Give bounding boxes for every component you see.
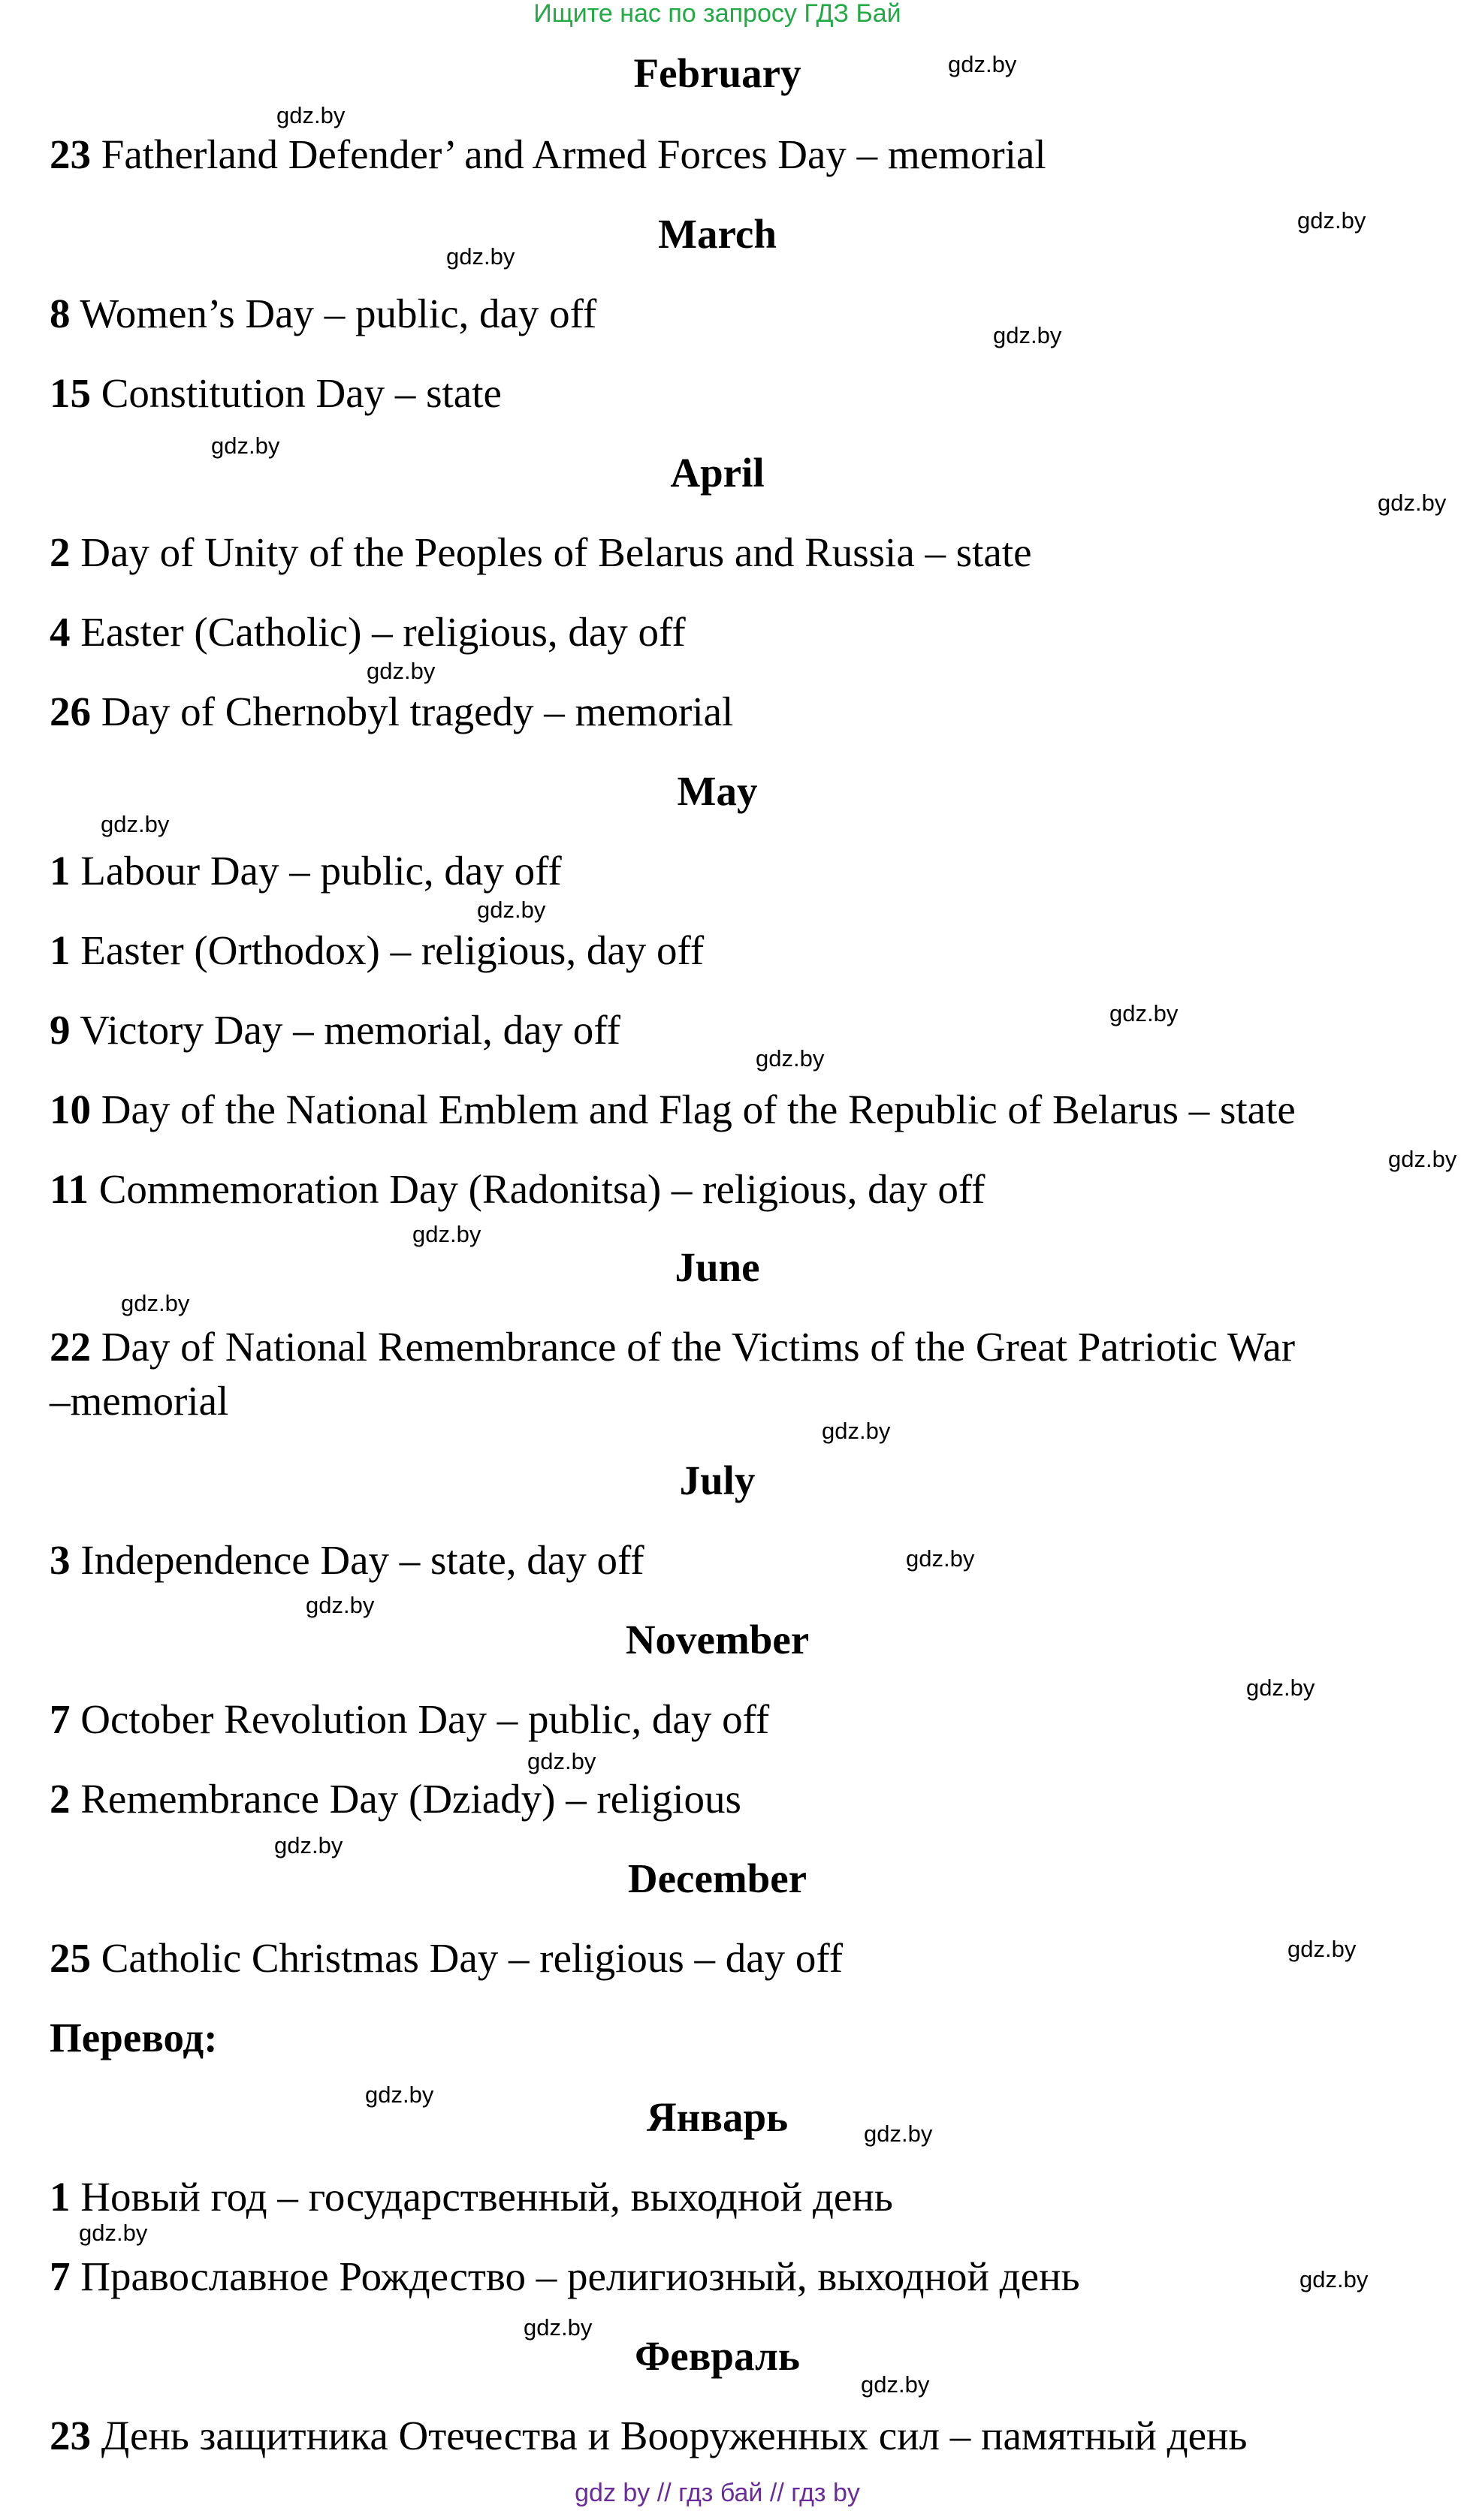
watermark: gdz.by xyxy=(948,51,1017,77)
holiday-text: Women’s Day – public, day off xyxy=(70,291,597,336)
holiday-entry xyxy=(50,685,733,739)
holiday-day: 11 xyxy=(50,1166,89,1212)
holiday-text: Commemoration Day (Radonitsa) – religious, day off xyxy=(88,1166,985,1212)
watermark: gdz.by xyxy=(756,1045,825,1072)
watermark: gdz.by xyxy=(822,1418,891,1444)
watermark: gdz.by xyxy=(861,2371,930,2398)
holiday-entry xyxy=(50,1533,644,1587)
watermark: gdz.by xyxy=(446,243,515,270)
holiday-entry xyxy=(50,1320,1295,1374)
holiday-day: 1 xyxy=(50,2174,71,2220)
holiday-text: Day of Unity of the Peoples of Belarus and Russia – state xyxy=(70,529,1032,575)
holiday-entry xyxy=(50,844,562,898)
watermark: gdz.by xyxy=(1297,207,1366,234)
holiday-day: 7 xyxy=(50,2253,71,2299)
holiday-day: 2 xyxy=(50,529,71,575)
watermark: gdz.by xyxy=(527,1748,596,1774)
holiday-entry xyxy=(50,526,1032,580)
holiday-entry-continuation: –memorial xyxy=(50,1378,229,1424)
holiday-day: 9 xyxy=(50,1007,71,1053)
top-banner: Ищите нас по запросу ГДЗ Бай xyxy=(533,0,901,28)
heading-july: July xyxy=(679,1457,756,1503)
holiday-text: Day of National Remembrance of the Victims of the Great Patriotic War xyxy=(91,1324,1296,1370)
holiday-text: Easter (Orthodox) – religious, day off xyxy=(70,927,705,973)
holiday-day: 1 xyxy=(50,848,71,894)
heading-june: June xyxy=(675,1244,760,1290)
watermark: gdz.by xyxy=(1109,1000,1179,1026)
holiday-entry xyxy=(50,1693,769,1747)
watermark: gdz.by xyxy=(211,433,280,459)
heading-april: April xyxy=(670,450,765,496)
holiday-day: 4 xyxy=(50,609,71,655)
holiday-day: 3 xyxy=(50,1537,71,1583)
holiday-entry xyxy=(50,2250,1080,2304)
watermark: gdz.by xyxy=(276,102,346,128)
heading-december: December xyxy=(627,1855,807,1901)
holiday-day: 7 xyxy=(50,1696,71,1742)
heading-january-ru: Январь xyxy=(646,2094,789,2140)
watermark: gdz.by xyxy=(365,2081,434,2108)
holiday-text: October Revolution Day – public, day off xyxy=(70,1696,770,1742)
watermark: gdz.by xyxy=(412,1221,481,1247)
holiday-day: 8 xyxy=(50,291,71,336)
holiday-text: Day of Chernobyl tragedy – memorial xyxy=(91,689,734,734)
heading-march: March xyxy=(658,211,777,257)
heading-february: February xyxy=(633,50,801,96)
heading-february-ru: Февраль xyxy=(635,2333,800,2379)
holiday-day: 1 xyxy=(50,927,71,973)
holiday-entry xyxy=(50,1162,985,1216)
holiday-text: Independence Day – state, day off xyxy=(70,1537,644,1583)
holiday-entry xyxy=(50,924,704,978)
watermark: gdz.by xyxy=(121,1290,190,1316)
holiday-text: Labour Day – public, day off xyxy=(70,848,562,894)
watermark: gdz.by xyxy=(864,2121,933,2147)
watermark: gdz.by xyxy=(367,658,436,684)
holiday-day: 2 xyxy=(50,1776,71,1822)
holiday-entry xyxy=(50,1003,620,1057)
watermark: gdz.by xyxy=(993,322,1062,348)
holiday-day: 22 xyxy=(50,1324,91,1370)
watermark: gdz.by xyxy=(79,2220,148,2246)
holiday-text: Catholic Christmas Day – religious – day off xyxy=(91,1935,844,1981)
holiday-entry xyxy=(50,1083,1296,1137)
holiday-text: День защитника Отечества и Вооруженных сил – памятный день xyxy=(91,2413,1248,2458)
translation-heading: Перевод: xyxy=(50,2015,218,2060)
holiday-entry xyxy=(50,287,596,341)
watermark: gdz.by xyxy=(906,1545,975,1572)
holiday-day: 23 xyxy=(50,2413,91,2458)
holiday-day: 23 xyxy=(50,131,91,177)
holiday-entry xyxy=(50,1931,843,1985)
watermark: gdz.by xyxy=(1287,1936,1357,1962)
heading-may: May xyxy=(677,768,758,814)
holiday-text: Новый год – государственный, выходной день xyxy=(70,2174,893,2220)
holiday-text: Православное Рождество – религиозный, выходной день xyxy=(70,2253,1080,2299)
holiday-entry xyxy=(50,128,1046,182)
footer-links[interactable]: gdz by // гдз бай // гдз by xyxy=(575,2479,860,2507)
watermark: gdz.by xyxy=(101,811,170,837)
watermark: gdz.by xyxy=(524,2314,593,2341)
holiday-text: Easter (Catholic) – religious, day off xyxy=(70,609,686,655)
holiday-text: Victory Day – memorial, day off xyxy=(70,1007,620,1053)
holiday-entry xyxy=(50,605,686,659)
holiday-entry xyxy=(50,2409,1248,2463)
heading-november: November xyxy=(625,1617,810,1662)
holiday-text: Remembrance Day (Dziady) – religious xyxy=(70,1776,741,1822)
watermark: gdz.by xyxy=(274,1832,343,1858)
holiday-text: Constitution Day – state xyxy=(91,370,502,416)
watermark: gdz.by xyxy=(1388,1146,1457,1172)
watermark: gdz.by xyxy=(1246,1674,1315,1701)
holiday-day: 26 xyxy=(50,689,91,734)
watermark: gdz.by xyxy=(477,897,546,923)
holiday-day: 25 xyxy=(50,1935,91,1981)
holiday-text: Fatherland Defender’ and Armed Forces Day – memorial xyxy=(91,131,1046,177)
holiday-day: 15 xyxy=(50,370,91,416)
holiday-entry xyxy=(50,366,502,421)
holiday-entry xyxy=(50,2170,893,2224)
holiday-day: 10 xyxy=(50,1087,91,1132)
watermark: gdz.by xyxy=(306,1592,375,1618)
holiday-text: Day of the National Emblem and Flag of the Republic of Belarus – state xyxy=(91,1087,1296,1132)
watermark: gdz.by xyxy=(1299,2266,1369,2292)
holiday-entry xyxy=(50,1772,741,1826)
watermark: gdz.by xyxy=(1378,490,1447,516)
